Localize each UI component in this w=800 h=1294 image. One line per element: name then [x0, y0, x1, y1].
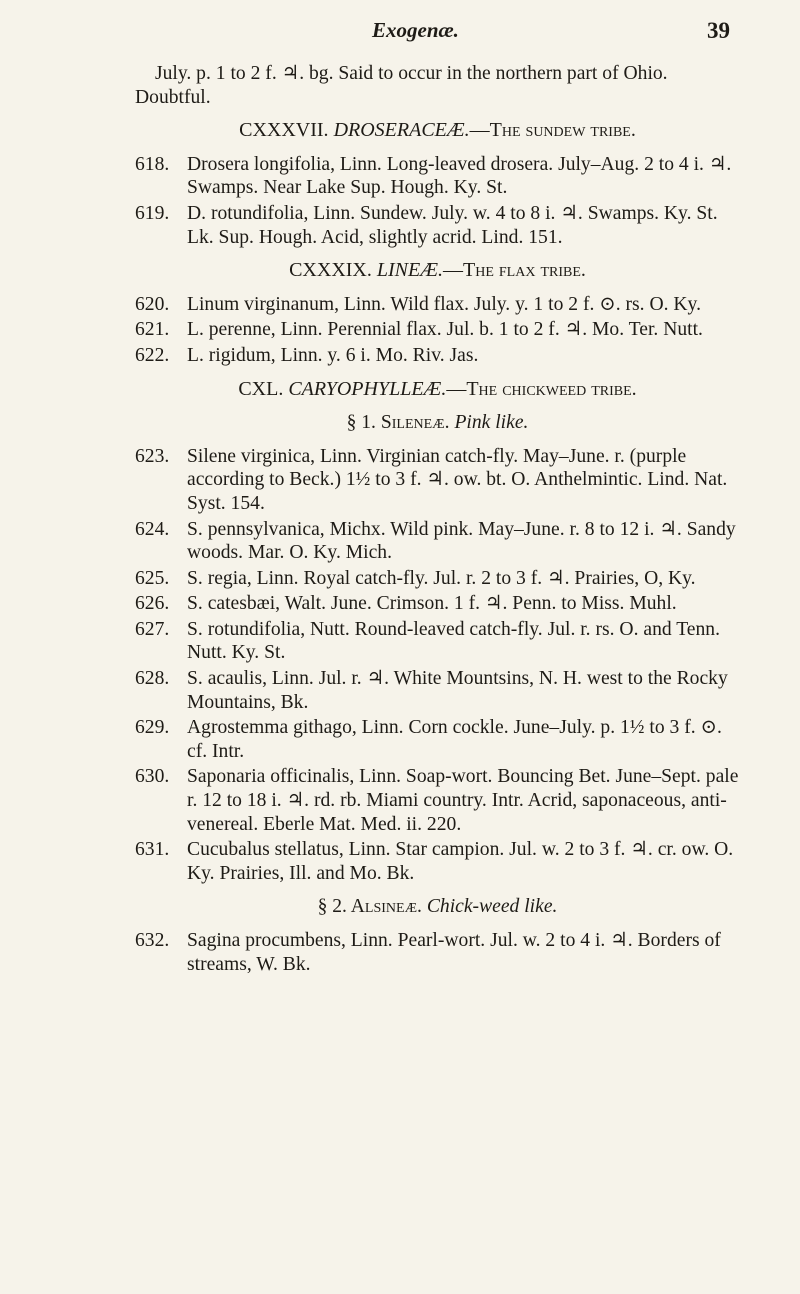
continued-entry-text: July. p. 1 to 2 f. ♃. bg. Said to occur in the northern part of Ohio. Doubtful.: [135, 63, 668, 108]
entry-text: Cucubalus stellatus, Linn. Star campion. Jul. w. 2 to 3 f. ♃. cr. ow. O. Ky. Prairies, Ill. and Mo. Bk.: [187, 839, 734, 884]
family-numeral: CXXXIX.: [289, 259, 372, 282]
entry-number: 625.: [135, 567, 170, 589]
family-description: —The flax tribe.: [443, 259, 586, 282]
subsection-label: § 2. Alsineæ.: [317, 896, 422, 918]
species-entry: [135, 445, 740, 516]
family-heading-caryophylleae: [135, 378, 740, 402]
family-heading-lineae: [135, 259, 740, 283]
entry-number: 622.: [135, 344, 170, 366]
entry-text: S. catesbæi, Walt. June. Crimson. 1 f. ♃. Penn. to Miss. Muhl.: [187, 593, 677, 615]
entry-text: L. rigidum, Linn. y. 6 i. Mo. Riv. Jas.: [187, 344, 479, 366]
species-entry: [135, 618, 740, 665]
subsection-description: Pink like.: [454, 412, 529, 434]
species-entry: [135, 293, 740, 317]
subsection-heading-sileneae: [135, 411, 740, 435]
family-description: —The chickweed tribe.: [446, 377, 637, 400]
species-entry: [135, 765, 740, 836]
family-numeral: CXL.: [238, 377, 284, 400]
entry-text: Linum virginanum, Linn. Wild flax. July. y. 1 to 2 f. ⊙. rs. O. Ky.: [187, 293, 701, 315]
species-entry: [135, 667, 740, 714]
species-entry: [135, 344, 740, 368]
entry-text: S. regia, Linn. Royal catch-fly. Jul. r. 2 to 3 f. ♃. Prairies, O, Ky.: [187, 567, 696, 589]
entry-text: D. rotundifolia, Linn. Sundew. July. w. 4 to 8 i. ♃. Swamps. Ky. St. Lk. Sup. Hough. Acid, slightly acrid. Lind. 151.: [187, 202, 718, 248]
entry-number: 628.: [135, 668, 170, 690]
entry-text: Saponaria officinalis, Linn. Soap-wort. Bouncing Bet. June–Sept. pale r. 12 to 18 i. ♃. rd. rb. Miami country. Intr. Acrid, saponaceous, anti-venereal. Eberle Mat. Med. ii. 220.: [187, 766, 739, 835]
entry-text: Sagina procumbens, Linn. Pearl-wort. Jul. w. 2 to 4 i. ♃. Borders of streams, W. Bk.: [187, 930, 721, 975]
entry-number: 632.: [135, 930, 170, 951]
entry-text: S. acaulis, Linn. Jul. r. ♃. White Mountsins, N. H. west to the Rocky Mountains, Bk.: [187, 668, 728, 713]
entry-number: 629.: [135, 717, 170, 739]
entry-number: 624.: [135, 518, 170, 540]
species-entry: [135, 202, 740, 249]
subsection-description: Chick-weed like.: [426, 896, 558, 918]
entry-number: 626.: [135, 593, 170, 615]
entry-text: Silene virginica, Linn. Virginian catch-fly. May–June. r. (purple according to Beck.) 1½ to 3 f. ♃. ow. bt. O. Anthelmintic. Lind. Nat. Syst. 154.: [187, 445, 728, 514]
family-numeral: CXXXVII.: [239, 119, 329, 142]
family-heading-droseraceae: [135, 119, 740, 143]
species-entry: [135, 318, 740, 342]
entry-text: L. perenne, Linn. Perennial flax. Jul. b. 1 to 2 f. ♃. Mo. Ter. Nutt.: [187, 319, 703, 341]
page-number: 39: [707, 18, 730, 43]
entry-number: 627.: [135, 618, 170, 640]
species-entry: [135, 518, 740, 565]
subsection-heading-alsineae: [135, 895, 740, 919]
entry-number: 620.: [135, 293, 170, 315]
family-name: CARYOPHYLLEÆ.: [288, 377, 447, 400]
entry-number: 623.: [135, 445, 170, 467]
entry-number: 618.: [135, 153, 170, 175]
page-body: [135, 62, 740, 978]
entry-number: 619.: [135, 202, 170, 224]
running-head: [0, 18, 800, 52]
family-name: LINEÆ.: [376, 259, 443, 282]
entry-text: Drosera longifolia, Linn. Long-leaved drosera. July–Aug. 2 to 4 i. ♃. Swamps. Near Lake Sup. Hough. Ky. St.: [187, 153, 732, 199]
entry-text: Agrostemma githago, Linn. Corn cockle. June–July. p. 1½ to 3 f. ⊙. cf. Intr.: [187, 717, 722, 762]
family-name: DROSERACEÆ.: [333, 119, 470, 142]
species-entry: [135, 567, 740, 591]
entry-number: 621.: [135, 319, 170, 341]
species-entry: [135, 153, 740, 200]
family-description: —The sundew tribe.: [469, 119, 636, 142]
species-entry: [135, 592, 740, 616]
species-entry: [135, 716, 740, 763]
running-head-title: Exogenæ.: [372, 18, 459, 42]
entry-text: S. pennsylvanica, Michx. Wild pink. May–June. r. 8 to 12 i. ♃. Sandy woods. Mar. O. Ky. Mich.: [187, 518, 736, 564]
species-entry: [135, 838, 740, 885]
entry-number: 630.: [135, 766, 170, 788]
entry-text: S. rotundifolia, Nutt. Round-leaved catch-fly. Jul. r. rs. O. and Tenn. Nutt. Ky. St.: [187, 618, 721, 664]
species-entry: [135, 929, 740, 976]
subsection-label: § 1. Sileneæ.: [346, 412, 450, 434]
entry-number: 631.: [135, 839, 170, 861]
